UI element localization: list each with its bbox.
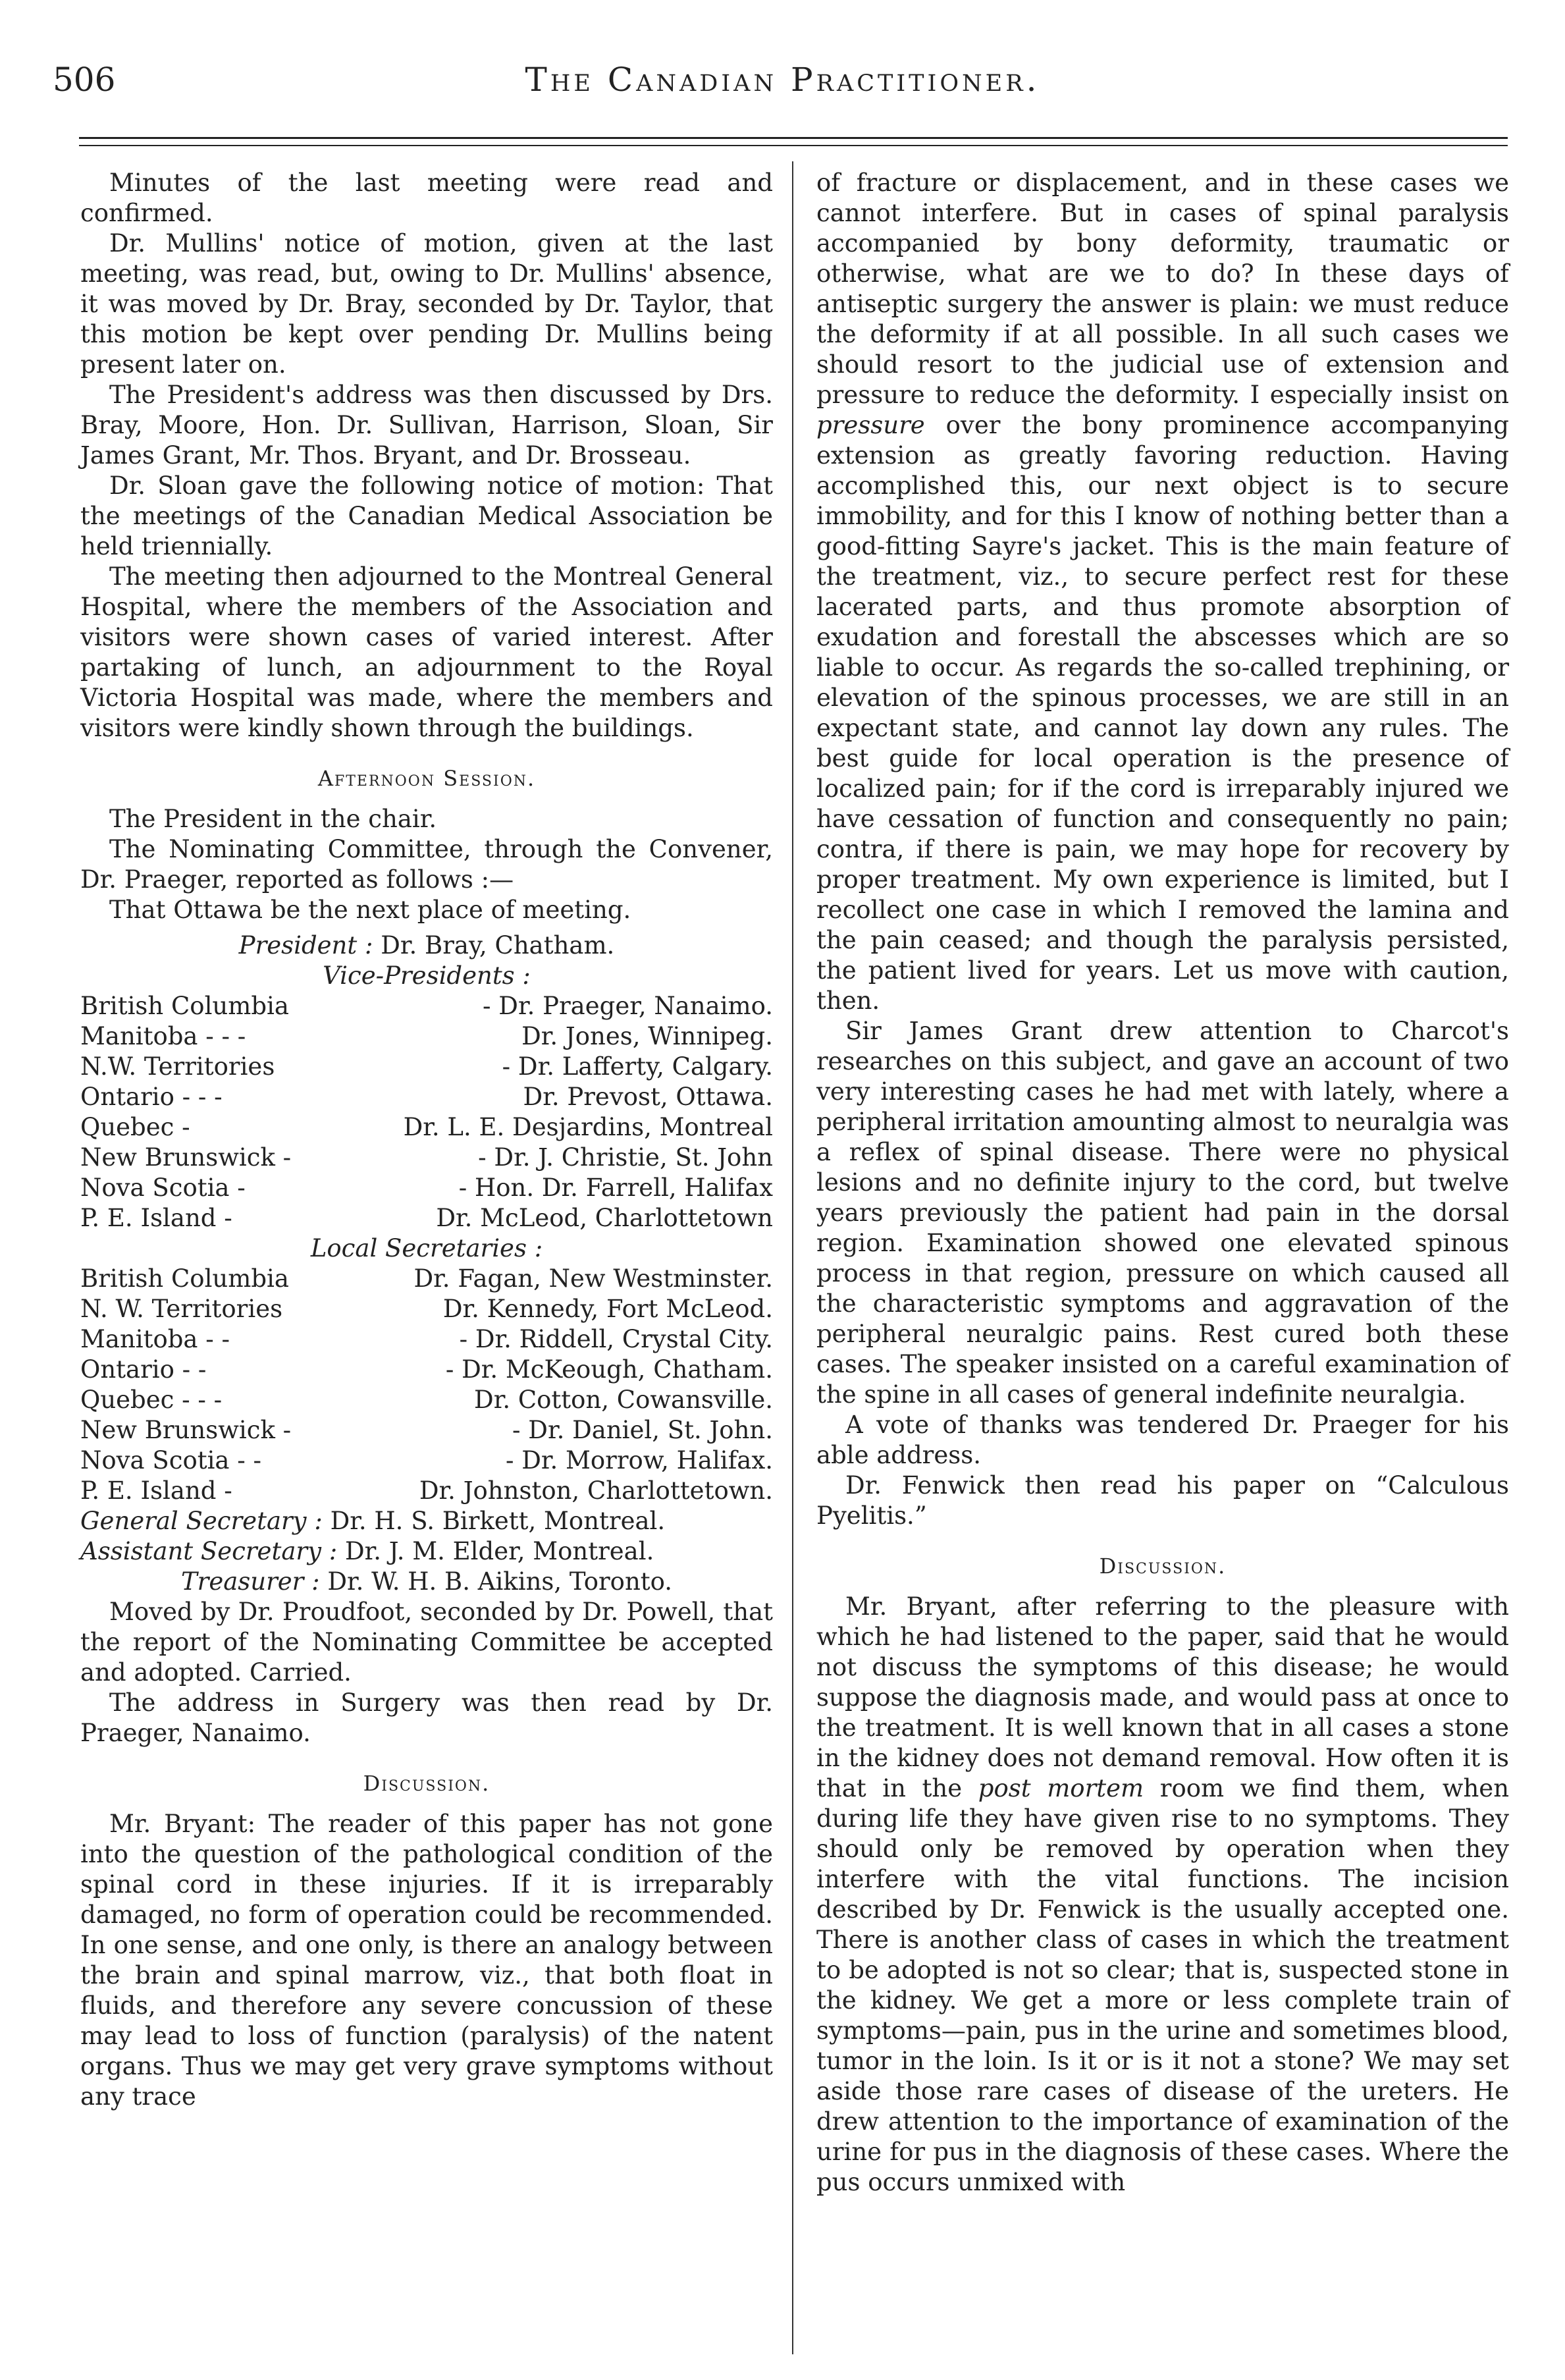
officer-name: Dr. Cotton, Cowansville. bbox=[474, 1386, 773, 1414]
officer-name: Dr. Jones, Winnipeg. bbox=[521, 1022, 773, 1050]
officer-row bbox=[80, 1264, 773, 1294]
province: Nova Scotia - - bbox=[80, 1446, 262, 1474]
page-number: 506 bbox=[53, 61, 116, 99]
paragraph: Dr. Fenwick then read his paper on “Calculous Pyelitis.” bbox=[816, 1471, 1509, 1530]
local-secretaries-list bbox=[80, 1264, 773, 1506]
journal-title: The Canadian Practitioner. bbox=[525, 61, 1040, 99]
officer-row bbox=[80, 1446, 773, 1476]
officer-row bbox=[80, 1112, 773, 1143]
officer-name: - Dr. Morrow, Halifax. bbox=[505, 1446, 773, 1474]
paragraph: The President's address was then discussed by Drs. Bray, Moore, Hon. Dr. Sullivan, Harrison, Sloan, Sir James Grant, Mr. Thos. Bryant, and Dr. Brosseau. bbox=[80, 381, 773, 470]
vice-presidents-list bbox=[80, 991, 773, 1233]
paragraph bbox=[816, 1592, 1509, 2198]
paragraph: The address in Surgery was then read by Dr. Praeger, Nanaimo. bbox=[80, 1689, 773, 1747]
paragraph: Sir James Grant drew attention to Charcot's researches on this subject, and gave an account of two very interesting cases he had met with lately, where a peripheral irritation amounting almost to neuralgia was a reflex of spinal disease. There were no physical lesions and no definite injury to the cord, but twelve years previously the patient had pain in the dorsal region. Examination showed one elevated spinous process in that region, pressure on which caused all the characteristic symptoms and aggravation of the peripheral neuralgic pains. Rest cured both these cases. The speaker insisted on a careful examination of the spine in all cases of general indefinite neuralgia. bbox=[816, 1017, 1509, 1409]
treasurer-line bbox=[80, 1567, 773, 1597]
officer-row bbox=[80, 1052, 773, 1082]
column-divider bbox=[792, 161, 793, 2354]
officer-row bbox=[80, 1355, 773, 1385]
paragraph: Mr. Bryant: The reader of this paper has not gone into the question of the pathological condition of the spinal cord in these injuries. If it is irreparably damaged, no form of operation could be recommended. In one sense, and one only, is there an analogy between the brain and spinal marrow, viz., that both float in fluids, and therefore any severe concussion of these may lead to loss of function (paralysis) of the natent organs. Thus we may get very grave symptoms without any trace bbox=[80, 1810, 773, 2111]
assistant-secretary-line bbox=[80, 1536, 773, 1567]
province: P. E. Island - bbox=[80, 1204, 232, 1232]
paragraph: Dr. Sloan gave the following notice of motion: That the meetings of the Canadian Medical Association be held triennially. bbox=[80, 472, 773, 560]
paragraph: The President in the chair. bbox=[109, 805, 437, 833]
text-run: of fracture or displacement, and in these cases we cannot interfere. But in cases of spinal paralysis accompanied by bony deformity, traumatic or otherwise, what are we to do? In these days of antiseptic surgery the answer is plain: we must reduce the deformity if at all possible. In all such cases we should resort to the judicial use of extension and pressure to reduce the deformity. I especially insist on bbox=[816, 169, 1509, 409]
president-label: President : bbox=[238, 931, 373, 960]
officer-row bbox=[80, 1476, 773, 1506]
officer-row bbox=[80, 1082, 773, 1112]
province: Nova Scotia - bbox=[80, 1174, 246, 1202]
page-header bbox=[0, 61, 1565, 133]
officer-name: - Dr. McKeough, Chatham. bbox=[445, 1355, 773, 1384]
president-line bbox=[80, 931, 773, 961]
province: Ontario - - - bbox=[80, 1083, 223, 1111]
officer-row bbox=[80, 1143, 773, 1173]
province: P. E. Island - bbox=[80, 1476, 232, 1505]
officer-name: Dr. Prevost, Ottawa. bbox=[523, 1083, 773, 1111]
left-column bbox=[80, 168, 773, 2112]
treasurer-name: Dr. W. H. B. Aikins, Toronto. bbox=[327, 1567, 673, 1596]
officer-name: - Dr. J. Christie, St. John bbox=[478, 1143, 773, 1172]
treasurer-label: Treasurer : bbox=[180, 1567, 320, 1596]
paragraph: A vote of thanks was tendered Dr. Praeger for his able address. bbox=[816, 1411, 1509, 1469]
officer-row bbox=[80, 1021, 773, 1052]
paragraph: Moved by Dr. Proudfoot, seconded by Dr. Powell, that the report of the Nominating Committee be accepted and adopted. Carried. bbox=[80, 1598, 773, 1687]
header-rule-top bbox=[79, 137, 1508, 139]
assistant-secretary-name: Dr. J. M. Elder, Montreal. bbox=[344, 1537, 654, 1565]
president-name: Dr. Bray, Chatham. bbox=[381, 931, 615, 960]
paragraph: Minutes of the last meeting were read and confirmed. bbox=[80, 169, 773, 227]
text-run: room we find them, when during life they have given rise to no symptoms. They should only be removed by operation when they interfere with the vital functions. The incision described by Dr. Fenwick is the usually accepted one. There is another class of cases in which the treatment to be adopted is not so clear; that is, suspected stone in the kidney. We get a more or less complete train of symptoms—pain, pus in the urine and sometimes blood, tumor in the loin. Is it or is it not a stone? We may set aside those rare cases of disease of the ureters. He drew attention to the importance of examination of the urine for pus in the diagnosis of these cases. Where the pus occurs unmixed with bbox=[816, 1774, 1510, 2196]
province: British Columbia bbox=[80, 992, 289, 1020]
province: Quebec - - - bbox=[80, 1386, 223, 1414]
paragraph: The meeting then adjourned to the Montreal General Hospital, where the members of the Association and visitors were shown cases of varied interest. After partaking of lunch, an adjournment to the Royal Victoria Hospital was made, where the members and visitors were kindly shown through the buildings. bbox=[80, 562, 773, 742]
province: N. W. Territories bbox=[80, 1295, 283, 1323]
officer-name: Dr. Johnston, Charlottetown. bbox=[419, 1476, 773, 1505]
paragraph: That Ottawa be the next place of meeting. bbox=[109, 896, 631, 924]
province: New Brunswick - bbox=[80, 1416, 292, 1444]
officer-row bbox=[80, 1294, 773, 1324]
assistant-secretary-label: Assistant Secretary : bbox=[80, 1537, 338, 1565]
officer-row bbox=[80, 1173, 773, 1203]
paragraph bbox=[816, 168, 1509, 1016]
officer-name: - Dr. Praeger, Nanaimo. bbox=[483, 992, 773, 1020]
officer-row bbox=[80, 1415, 773, 1446]
officer-row bbox=[80, 1385, 773, 1415]
officer-name: Dr. Kennedy, Fort McLeod. bbox=[442, 1295, 773, 1323]
emphasis: post mortem bbox=[978, 1774, 1144, 1802]
text-run: Mr. Bryant, after referring to the pleasure with which he had listened to the paper, said that he would not discuss the symptoms of this disease; he would suppose the diagnosis made, and would pass at once to the treatment. It is well known that in all cases a stone in the kidney does not demand removal. How often it is that in the bbox=[816, 1592, 1509, 1802]
province: New Brunswick - bbox=[80, 1143, 292, 1172]
general-secretary-name: Dr. H. S. Birkett, Montreal. bbox=[330, 1507, 666, 1535]
officer-row bbox=[80, 1203, 773, 1233]
officer-name: Dr. L. E. Desjardins, Montreal bbox=[403, 1113, 773, 1141]
province: Ontario - - bbox=[80, 1355, 207, 1384]
province: N.W. Territories bbox=[80, 1052, 275, 1081]
header-rule-bottom bbox=[79, 145, 1508, 146]
province: Manitoba - - bbox=[80, 1325, 230, 1353]
afternoon-session-heading: Afternoon Session. bbox=[317, 766, 536, 791]
province: Quebec - bbox=[80, 1113, 190, 1141]
vice-presidents-heading: Vice-Presidents : bbox=[323, 961, 531, 990]
officer-name: Dr. Fagan, New Westminster. bbox=[413, 1264, 773, 1293]
right-column bbox=[816, 168, 1509, 2198]
general-secretary-line bbox=[80, 1506, 773, 1536]
general-secretary-label: General Secretary : bbox=[80, 1507, 323, 1535]
discussion-heading-right: Discussion. bbox=[1099, 1554, 1227, 1579]
province: Manitoba - - - bbox=[80, 1022, 246, 1050]
text-run: over the bony prominence accompanying extension as greatly favoring reduction. Having accomplished this, our next object is to secure immobility, and for this I know of nothing better than a good-fitting Sayre's jacket. This is the main feature of the treatment, viz., to secure perfect rest for these lacerated parts, and thus promote absorption of exudation and forestall the abscesses which are so liable to occur. As regards the so-called trephining, or elevation of the spinous processes, we are still in an expectant state, and cannot lay down any rules. The best guide for local operation is the presence of localized pain; for if the cord is irreparably injured we have cessation of function and consequently no pain; contra, if there is pain, we may hope for recovery by proper treatment. My own experience is limited, but I recollect one case in which I removed the lamina and the pain ceased; and though the paralysis persisted, the patient lived for years. Let us move with caution, then. bbox=[816, 411, 1509, 1015]
province: British Columbia bbox=[80, 1264, 289, 1293]
emphasis: pressure bbox=[816, 411, 925, 439]
officer-name: - Dr. Lafferty, Calgary. bbox=[502, 1052, 773, 1081]
paragraph: Dr. Mullins' notice of motion, given at the last meeting, was read, but, owing to Dr. Mullins' absence, it was moved by Dr. Bray, seconded by Dr. Taylor, that this motion be kept over pending Dr. Mullins being present later on. bbox=[80, 229, 773, 379]
officer-name: Dr. McLeod, Charlottetown bbox=[436, 1204, 773, 1232]
paragraph: The Nominating Committee, through the Convener, Dr. Praeger, reported as follows :— bbox=[80, 835, 773, 894]
officer-name: - Hon. Dr. Farrell, Halifax bbox=[458, 1174, 773, 1202]
discussion-heading: Discussion. bbox=[363, 1771, 491, 1796]
officer-name: - Dr. Riddell, Crystal City. bbox=[459, 1325, 773, 1353]
officer-row bbox=[80, 1324, 773, 1355]
local-secretaries-heading: Local Secretaries : bbox=[310, 1234, 543, 1262]
officer-row bbox=[80, 991, 773, 1021]
officer-name: - Dr. Daniel, St. John. bbox=[512, 1416, 773, 1444]
